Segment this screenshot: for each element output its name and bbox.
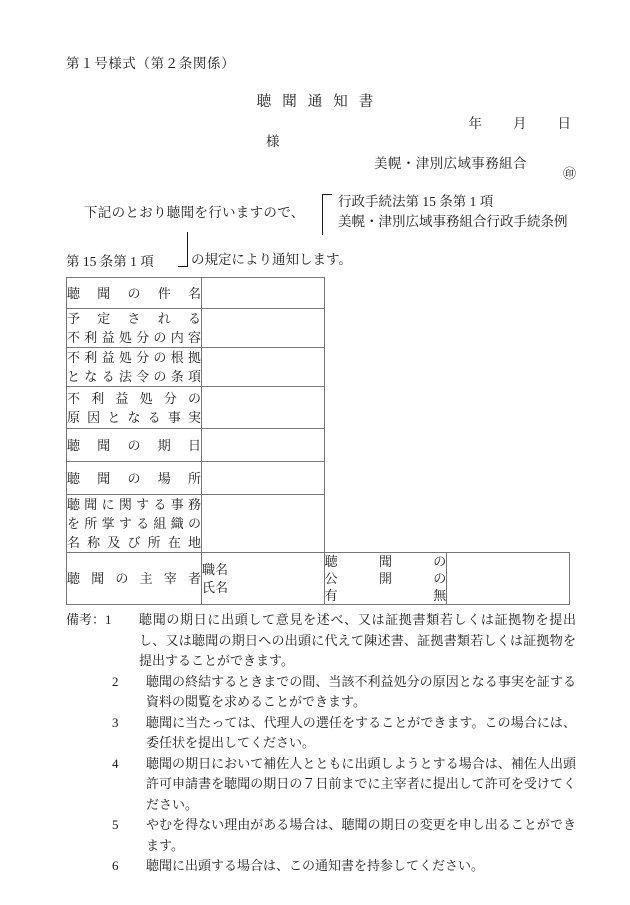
notes-heading: 備考：: [66, 612, 106, 627]
note-number: 2: [112, 673, 119, 689]
row-value-disclosure[interactable]: [447, 553, 570, 605]
note-number: 5: [112, 817, 119, 832]
row-value-planned-disposition[interactable]: [202, 309, 325, 348]
note-text: 聴聞に出頭する場合は、この通知書を持参してください。: [146, 858, 485, 873]
issuer-name: 美幌・津別広域事務組合: [374, 156, 527, 171]
label-line: 有無: [324, 588, 447, 603]
table-row: [67, 495, 570, 553]
label-line: 聴聞に関する事務: [67, 497, 201, 512]
row-value-legal-grounds[interactable]: [202, 348, 325, 387]
note-number: 1: [105, 612, 112, 627]
row-label-hearing-place: [67, 462, 202, 495]
label-line: を所掌する組織の: [67, 516, 201, 531]
label-line: 名称及び所在地: [67, 535, 201, 550]
table-row: [67, 348, 570, 387]
row-label-hearing-date: [67, 429, 202, 462]
note-number: 3: [112, 714, 119, 730]
chairperson-name-label: 氏名: [202, 579, 229, 595]
row-label-chairperson: [67, 553, 202, 605]
chairperson-title-name-field[interactable]: [202, 553, 325, 605]
table-row-chair: [67, 553, 570, 605]
table-row: [67, 278, 570, 309]
legal-basis-continuation: 第 15 条第 1 項: [66, 254, 154, 269]
row-label-legal-grounds: [67, 348, 202, 387]
legal-basis-line-2: 美幌・津別広域事務組合行政手続条例: [338, 214, 568, 229]
label-line: 原因となる事実: [67, 409, 201, 425]
row-value-hearing-place[interactable]: [202, 462, 325, 495]
table-row: [67, 429, 570, 462]
bracket-open-icon: [322, 194, 332, 235]
hearing-notice-table: [66, 277, 570, 605]
note-item: [66, 754, 576, 816]
row-value-subject[interactable]: [202, 278, 325, 309]
table-row: [67, 462, 570, 495]
row-value-cause-facts[interactable]: [202, 387, 325, 429]
table-row: [67, 309, 570, 348]
label-line: 不利益処分の根拠: [67, 350, 201, 365]
row-label-subject: [67, 278, 202, 309]
note-number: 4: [112, 755, 119, 771]
label-line: 公開の: [324, 571, 447, 586]
note-item: [66, 610, 576, 672]
document-title: 聴聞通知書: [256, 94, 385, 110]
date-day: 日: [557, 116, 572, 131]
date-line: [469, 112, 573, 132]
label-line: 聴聞の期日: [67, 437, 201, 453]
label-line: 聴聞の場所: [67, 470, 201, 486]
table-row: [67, 387, 570, 429]
addressee-suffix: 様: [266, 134, 280, 149]
bracket-close-icon: [178, 232, 188, 267]
row-value-administering-office[interactable]: [202, 495, 325, 553]
note-text: 聴聞に当たっては、代理人の選任をすることができます。この場合には、委任状を提出してください。: [146, 714, 576, 750]
form-number: 第１号様式（第２条関係）: [66, 56, 236, 71]
note-text: やむを得ない理由がある場合は、聴聞の期日の変更を申し出ることができます。: [146, 817, 576, 853]
legal-basis-line-1: 行政手続法第 15 条第 1 項: [338, 194, 494, 209]
intro-text: 下記のとおり聴聞を行いますので、: [84, 205, 305, 220]
note-item: [66, 856, 576, 877]
note-text: 聴聞の終結するときまでの間、当該不利益処分の原因となる事実を証する資料の閲覧を求めることができます。: [146, 673, 576, 709]
note-text: 聴聞の期日に出頭して意見を述べ、又は証拠書類若しくは証拠物を提出し、又は聴聞の期日への出頭に代えて陳述書、証拠書類若しくは証拠物を提出することができます。: [139, 612, 576, 668]
row-value-hearing-date[interactable]: [202, 429, 325, 462]
seal-icon: ㊞: [563, 166, 577, 181]
label-line: 聴聞の: [324, 554, 447, 569]
date-month: 月: [513, 116, 528, 131]
label-line: 不利益処分の: [67, 390, 201, 406]
notice-tail-text: の規定により通知します。: [191, 252, 352, 267]
note-item: [66, 713, 576, 754]
row-label-disclosure: [324, 553, 447, 605]
notes-section: [66, 610, 576, 877]
row-label-planned-disposition: [67, 309, 202, 348]
note-number: 6: [112, 858, 119, 873]
label-line: となる法令の条項: [67, 369, 201, 384]
date-year: 年: [468, 116, 483, 131]
label-line: 聴聞の件名: [67, 285, 201, 301]
note-item: [66, 672, 576, 713]
label-line: 不利益処分の内容: [67, 330, 201, 345]
label-line: 聴聞の主宰者: [67, 571, 201, 586]
chairperson-position-label: 職名: [202, 561, 229, 577]
legal-basis-lines: [338, 192, 568, 232]
label-line: 予定される: [67, 311, 201, 326]
row-label-cause-facts: [67, 387, 202, 429]
note-item: [66, 815, 576, 856]
note-text: 聴聞の期日において補佐人とともに出頭しようとする場合は、補佐人出頭許可申請書を聴聞の期日の７日前までに主宰者に提出して許可を受けてください。: [146, 755, 576, 812]
row-label-administering-office: [67, 495, 202, 553]
